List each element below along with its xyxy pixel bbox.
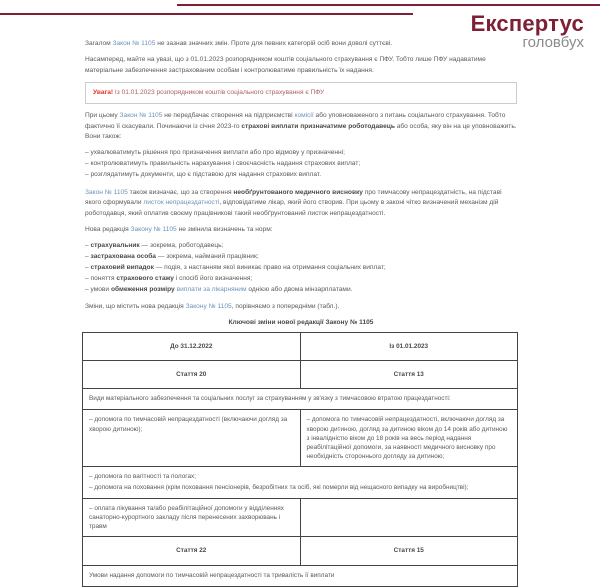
table-section-heading: Види матеріального забезпечення та соціальних послуг за страхуванням у зв'язку з тимчасовою втратою працездатності: [83, 389, 518, 410]
table-row-articles-2 [83, 537, 518, 565]
inline-link[interactable]: виплати за лікарняним [176, 285, 247, 293]
list-item [85, 285, 517, 296]
inline-link[interactable]: Закон № 1105 [85, 188, 128, 196]
table-row-section-heading-2 [83, 565, 518, 586]
inline-link[interactable]: Закон № 1105 [119, 112, 163, 120]
table-row-merged-benefits [83, 467, 518, 498]
text-segment: необґрунтованого медичного висновку [233, 188, 363, 196]
text-segment: – [85, 264, 91, 272]
text-segment: – [85, 242, 91, 250]
table-cell-article-20: Стаття 20 [83, 361, 301, 389]
text-segment: – [85, 253, 91, 261]
text-segment: не передбачає створення на підприємстві [162, 112, 295, 120]
inline-link[interactable]: комісії [294, 112, 314, 120]
inline-link[interactable]: Закону № 1105 [130, 226, 177, 234]
attention-label: Увага! [93, 89, 114, 97]
list-item [85, 274, 517, 285]
table-cell-treatment-before: – оплата лікування та/або реабілітаційної допомоги у відділеннях санаторно-курортного закладу після перенесених захворювань і травм [83, 498, 301, 537]
table-header-after: Із 01.01.2023 [300, 332, 518, 360]
text-segment: , відповідатиме лікар, який його створив. При цьому в законі чітко визначений механізм дій роботодавця, який оплатив своєму працівникові такий необґрунтований листок непрацездатності. [85, 199, 499, 217]
text-segment: або особа, яку він на це уповноважить. Вони також: [85, 122, 517, 141]
list-item [85, 241, 517, 252]
text-segment: – поняття [85, 274, 117, 282]
text-segment: страхувальник [90, 242, 140, 250]
paragraph-pfu-funds [85, 55, 517, 76]
header-rule-top [177, 4, 600, 6]
text-segment: не зазнав значних змін. Проте для певних категорій осіб вони доволі суттєві. [155, 40, 393, 47]
text-segment: Нова редакція [85, 226, 131, 234]
text-segment: страхові виплати призначатиме роботодавець [241, 122, 395, 130]
table-cell-benefit-after: – допомога по тимчасовій непрацездатності, включаючи догляд за хворою дитиною, догляд за дитиною віком до 14 років або дитиною з інвалідністю віком до 18 років на весь період надання реабілітаційної допомоги, за наявності медичного висновку про необхідність стороннього догляду за дитиною; [300, 410, 518, 467]
text-segment: обмеження розміру [110, 285, 175, 293]
text-segment: і спосіб його визначення; [173, 274, 253, 282]
text-segment: – умови [85, 285, 111, 293]
list-item: – розглядатимуть документи, що є підставою для надання страхових виплат. [85, 171, 322, 179]
table-row-section-heading-1 [83, 389, 518, 410]
list-item [85, 252, 517, 263]
text-segment: — зокрема, найманий працівник; [155, 253, 259, 261]
text-segment: При цьому [85, 112, 120, 120]
paragraph-overview [85, 39, 517, 49]
paragraph-table-intro [85, 302, 517, 312]
text-segment: також визначає, що за створення [127, 188, 234, 196]
table-row-headers [83, 332, 518, 360]
text-segment: — зокрема, роботодавець; [139, 242, 224, 250]
article-body [85, 39, 517, 587]
text-segment: , порівняємо з попередніми (табл.). [231, 303, 340, 311]
text-segment: страхового стажу [116, 274, 174, 282]
list-item [85, 263, 517, 274]
text-segment: Насамперед, майте на увазі, що з 01.01.2023 розпорядником коштів соціального страхування є ПФУ. Тобто лише ПФУ надаватиме матеріальне забезпечення застрахованим особам і контролюватиме правильність їх надання. [85, 56, 486, 74]
definitions-list [85, 241, 517, 295]
table-title: Ключові зміни нової редакції Закону № 1105 [228, 318, 374, 326]
list-item: – ухвалюватимуть рішення про призначення виплати або про відмову у призначенні; [85, 149, 345, 157]
merged-line: – допомога по вагітності та пологах; [89, 473, 196, 481]
text-segment: або уповноваженого з питань соціального страхування. Тобто фактично її скасували. Починаючи із січня 2023-го [85, 112, 506, 130]
table-cell-article-13: Стаття 13 [300, 361, 518, 389]
table-row-articles-1 [83, 361, 518, 389]
attention-box [85, 82, 517, 104]
table-header-before: До 31.12.2022 [83, 332, 301, 360]
table-cell-article-22: Стаття 22 [83, 537, 301, 565]
table-cell-article-15: Стаття 15 [300, 537, 518, 565]
comparison-table [82, 332, 518, 587]
header-rule-main [0, 13, 413, 15]
table-cell-merged [83, 467, 518, 498]
inline-link[interactable]: листок непрацездатності [143, 199, 220, 207]
table-cell-treatment-after [300, 498, 518, 537]
paragraph-unchanged-norms [85, 225, 517, 235]
text-segment: — подія, з настанням якої виникає право на отримання соціальних виплат; [153, 264, 386, 272]
table-cell-benefit-before: – допомога по тимчасовій непрацездатності (включаючи догляд за хворою дитиною); [83, 410, 301, 467]
inline-link[interactable]: Закон № 1105 [112, 40, 156, 47]
brand-name-secondary: головбух [522, 34, 584, 52]
list-item: – контролюватимуть правильність нарахування і своєчасність надання страхових виплат; [85, 160, 361, 168]
table-section-heading: Умови надання допомоги по тимчасовій непрацездатності та тривалість її виплати [83, 565, 518, 586]
table-row-treatment [83, 498, 518, 537]
paragraph-medical-conclusion [85, 188, 517, 219]
table-row-benefit-types [83, 410, 518, 467]
merged-line: – допомога на поховання (крім поховання пенсіонерів, безробітних та осіб, які померли від нещасного випадку на виробництві); [89, 483, 469, 491]
brand-name-primary: Експертус [470, 11, 584, 36]
text-segment: про тимчасову непрацездатність, на підставі якого сформували [85, 188, 502, 207]
employer-duties-list [85, 148, 517, 180]
attention-text: Із 01.01.2023 розпорядником коштів соціального страхування є ПФУ [113, 89, 325, 97]
text-segment: однією або двома мінзарплатами. [246, 285, 353, 293]
text-segment: Загалом [85, 40, 113, 47]
paragraph-commission [85, 111, 517, 142]
text-segment: Зміни, що містить нова редакція [85, 303, 186, 311]
text-segment: не змінила визначень та норм: [176, 226, 273, 234]
text-segment: застрахована особа [90, 253, 156, 261]
text-segment: страховий випадок [90, 264, 154, 272]
inline-link[interactable]: Закону № 1105 [185, 303, 232, 311]
